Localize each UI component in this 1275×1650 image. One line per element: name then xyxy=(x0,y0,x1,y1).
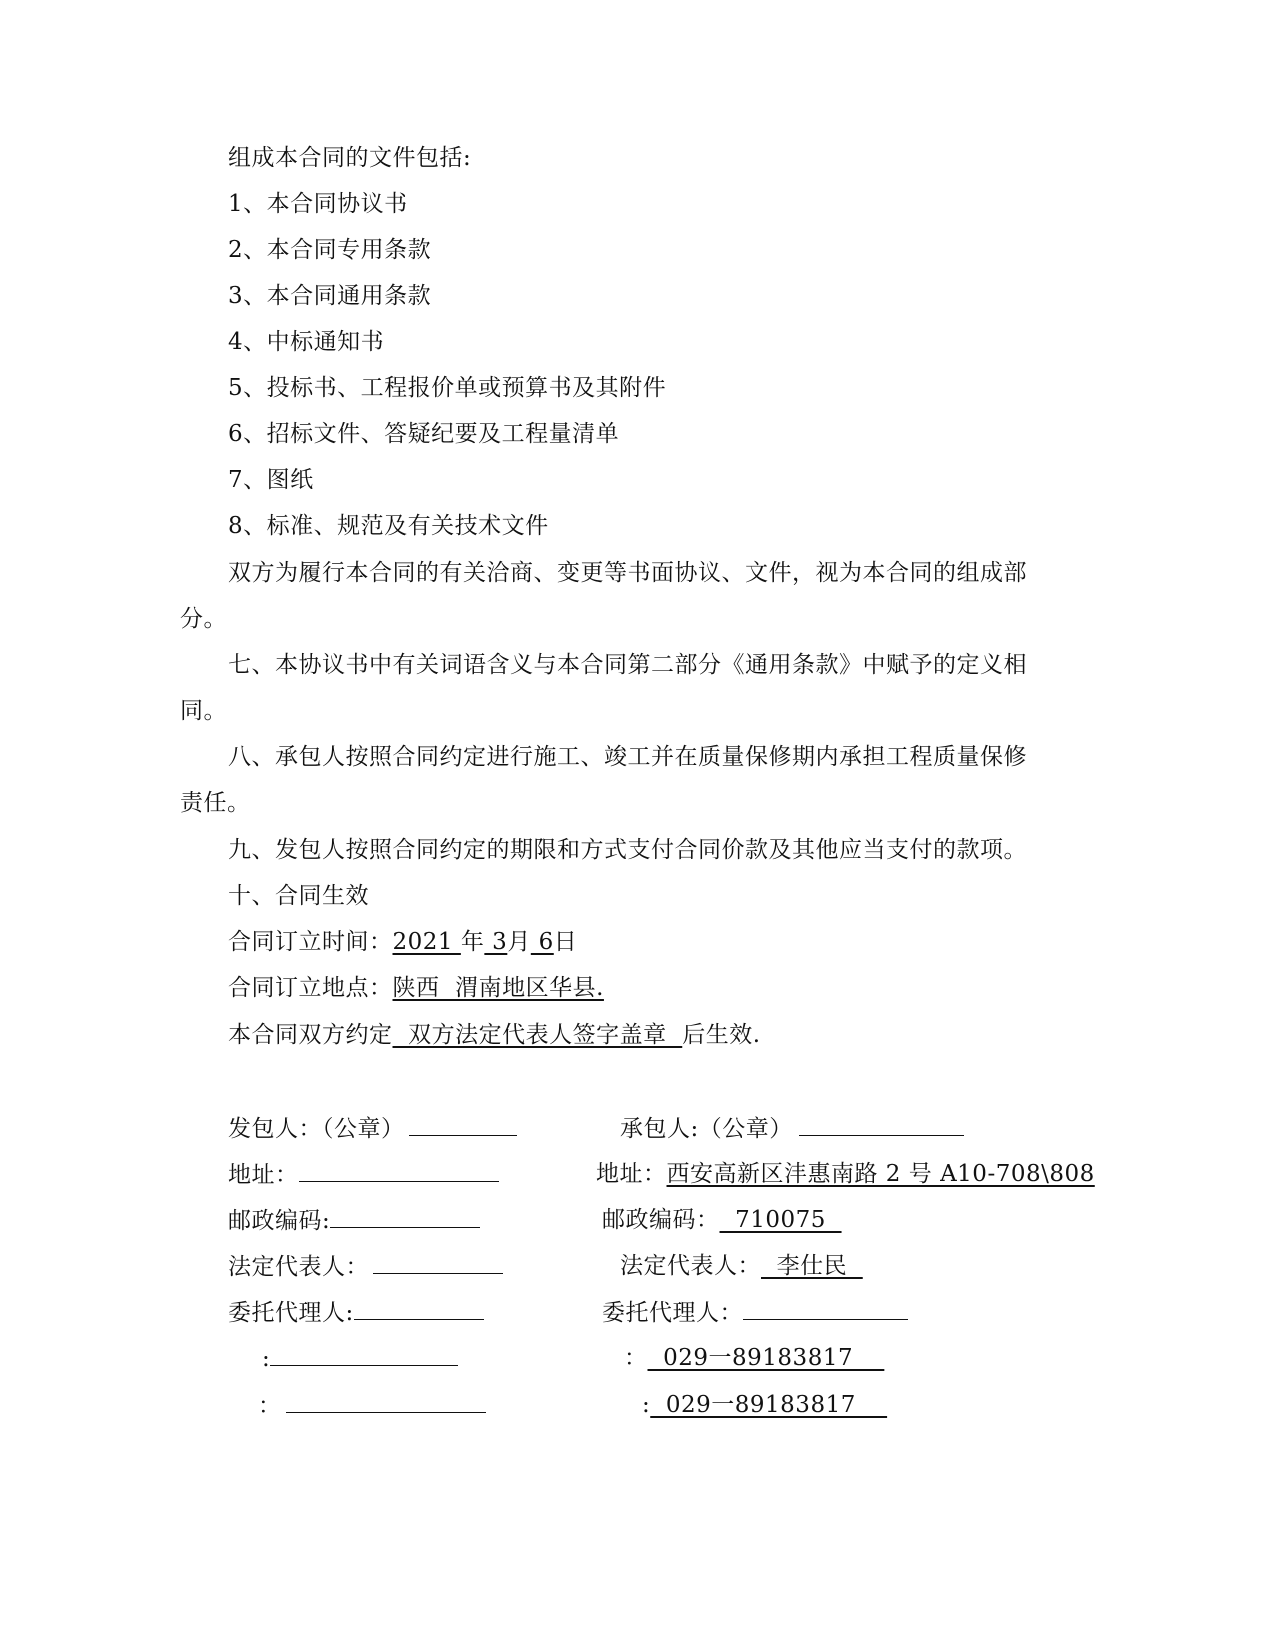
employer-postcode-field[interactable] xyxy=(330,1205,480,1228)
list-item: 3、本合同通用条款 xyxy=(228,283,432,309)
list-item: 4、中标通知书 xyxy=(228,329,385,355)
paragraph-documents: 双方为履行本合同的有关洽商、变更等书面协议、文件，视为本合同的组成部 xyxy=(228,560,1027,586)
sign-time-label: 合同订立时间： xyxy=(228,929,393,955)
sign-place-line xyxy=(228,973,604,1003)
employer-label: 发包人：（公章） xyxy=(228,1116,405,1142)
contractor-fax-line xyxy=(642,1390,887,1420)
effective-line xyxy=(228,1020,761,1050)
employer-legal-rep-line xyxy=(228,1251,503,1282)
contractor-phone-label: ： xyxy=(624,1345,648,1371)
contractor-postcode-line xyxy=(602,1205,842,1235)
employer-phone-label: : xyxy=(262,1346,271,1372)
contractor-agent-field[interactable] xyxy=(743,1297,908,1320)
effective-prefix: 本合同双方约定 xyxy=(228,1022,393,1048)
contractor-legal-rep-value: 李仕民 xyxy=(761,1253,863,1279)
sign-time-line xyxy=(228,927,577,957)
contractor-fax-value: 029一89183817 xyxy=(650,1392,888,1418)
list-item: 5、投标书、工程报价单或预算书及其附件 xyxy=(228,375,667,401)
employer-legal-rep-field[interactable] xyxy=(373,1251,503,1274)
employer-seal-field[interactable] xyxy=(409,1113,517,1136)
list-item: 1、本合同协议书 xyxy=(228,191,408,217)
employer-phone-field[interactable] xyxy=(270,1343,458,1366)
contractor-seal-line xyxy=(620,1113,964,1144)
employer-legal-rep-label: 法定代表人： xyxy=(228,1254,369,1280)
contractor-seal-field[interactable] xyxy=(799,1113,964,1136)
employer-fax-field[interactable] xyxy=(286,1390,486,1413)
sign-place-label: 合同订立地点： xyxy=(228,975,393,1001)
month-unit: 月 xyxy=(507,929,531,955)
employer-postcode-line xyxy=(228,1205,480,1236)
contractor-postcode-value: 710075 xyxy=(719,1207,842,1233)
employer-address-label: 地址： xyxy=(228,1162,299,1188)
paragraph-8-cont: 责任。 xyxy=(180,790,251,816)
sign-month: 3 xyxy=(484,929,508,955)
contractor-address-label: 地址： xyxy=(596,1161,667,1187)
contractor-agent-line xyxy=(602,1297,908,1328)
employer-agent-line xyxy=(228,1297,484,1328)
sign-place-value: 陕西 渭南地区华县. xyxy=(392,975,604,1001)
contractor-fax-label: : xyxy=(642,1392,651,1418)
contractor-postcode-label: 邮政编码： xyxy=(602,1207,720,1233)
list-item: 2、本合同专用条款 xyxy=(228,237,432,263)
employer-postcode-label: 邮政编码: xyxy=(228,1208,331,1234)
effective-condition: 双方法定代表人签字盖章 xyxy=(392,1022,683,1048)
contractor-agent-label: 委托代理人： xyxy=(602,1300,743,1326)
employer-phone-line xyxy=(262,1343,458,1374)
sign-year: 2021 xyxy=(392,929,461,955)
contractor-address-line xyxy=(596,1159,1095,1189)
employer-agent-label: 委托代理人: xyxy=(228,1300,354,1326)
intro-line: 组成本合同的文件包括: xyxy=(228,145,472,171)
employer-agent-field[interactable] xyxy=(354,1297,484,1320)
sign-day: 6 xyxy=(530,929,554,955)
contractor-legal-rep-line xyxy=(620,1251,863,1281)
contractor-phone-line xyxy=(624,1343,884,1373)
year-unit: 年 xyxy=(460,929,485,955)
list-item: 8、标准、规范及有关技术文件 xyxy=(228,513,549,539)
paragraph-7-cont: 同。 xyxy=(180,698,227,724)
contractor-address-value: 西安高新区沣惠南路 2 号 A10-708\808 xyxy=(666,1161,1095,1187)
paragraph-9: 九、发包人按照合同约定的期限和方式支付合同价款及其他应当支付的款项。 xyxy=(228,837,1027,863)
paragraph-7: 七、本协议书中有关词语含义与本合同第二部分《通用条款》中赋予的定义相 xyxy=(228,652,1027,678)
employer-seal-line xyxy=(228,1113,517,1144)
paragraph-documents-cont: 分。 xyxy=(180,606,227,632)
contractor-label: 承包人:（公章） xyxy=(620,1116,793,1142)
employer-fax-line xyxy=(258,1390,486,1421)
employer-address-field[interactable] xyxy=(299,1159,499,1182)
paragraph-8: 八、承包人按照合同约定进行施工、竣工并在质量保修期内承担工程质量保修 xyxy=(228,744,1027,770)
effective-suffix: 后生效. xyxy=(682,1022,761,1048)
paragraph-10: 十、合同生效 xyxy=(228,883,369,909)
contractor-legal-rep-label: 法定代表人： xyxy=(620,1253,761,1279)
list-item: 6、招标文件、答疑纪要及工程量清单 xyxy=(228,421,620,447)
contractor-phone-value: 029一89183817 xyxy=(647,1345,885,1371)
day-unit: 日 xyxy=(553,929,578,955)
employer-address-line xyxy=(228,1159,499,1190)
list-item: 7、图纸 xyxy=(228,467,314,493)
employer-fax-label: ： xyxy=(258,1393,282,1419)
